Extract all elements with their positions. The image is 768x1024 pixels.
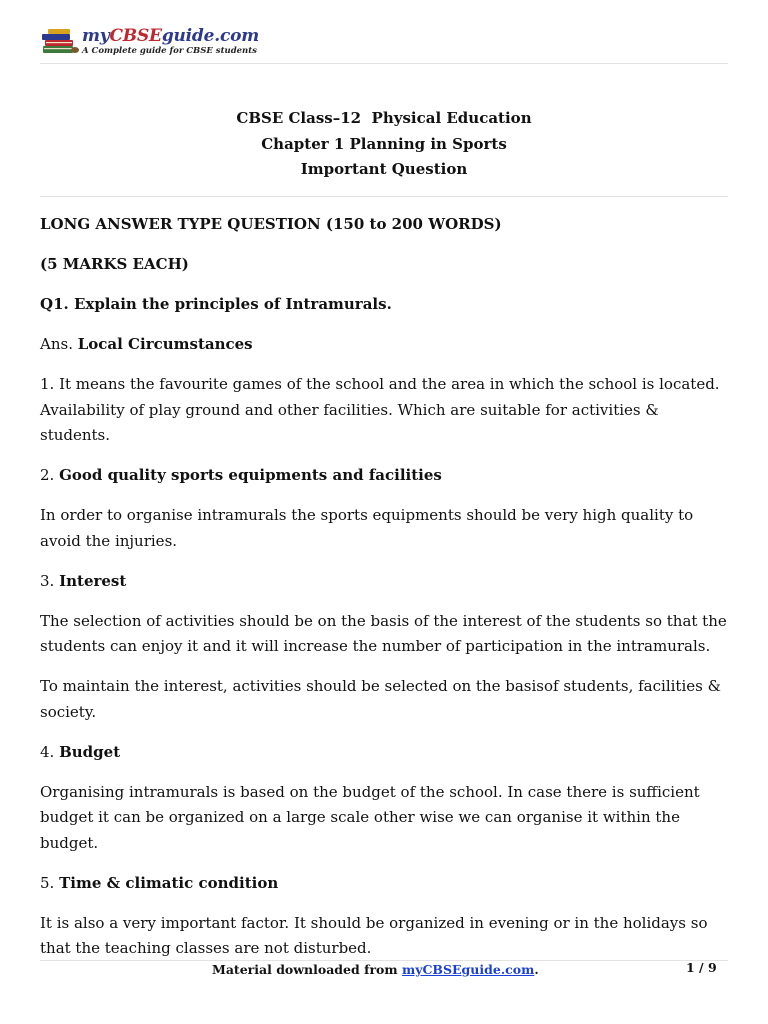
- paragraph-2: In order to organise intramurals the sports equipments should be very high quality to avoid the injuries.: [40, 506, 694, 550]
- footer-text: Material downloaded from: [212, 962, 402, 977]
- answer-heading: [40, 332, 730, 358]
- paragraph-4: Organising intramurals is based on the budget of the school. In case there is sufficient budget it can be organized on a large scale other wise we can organise it within the budget.: [40, 782, 700, 852]
- logo-suffix: guide.com: [161, 26, 260, 46]
- books-logo-icon: [40, 28, 80, 56]
- footer-credit: [212, 962, 539, 977]
- logo-prefix: my: [82, 26, 110, 46]
- point-3-title: Interest: [59, 571, 127, 590]
- section-heading: LONG ANSWER TYPE QUESTION (150 to 200 WORDS): [40, 215, 502, 233]
- paragraph-3b: To maintain the interest, activities should be selected on the basisof students, facilities & society.: [40, 677, 721, 721]
- answer-point-1-title: Local Circumstances: [77, 335, 253, 353]
- title-line-subtitle: Important Question: [300, 160, 468, 178]
- point-4-title: Budget: [59, 742, 121, 761]
- question-text: Q1. Explain the principles of Intramurals.: [40, 295, 392, 313]
- point-3-heading: [40, 569, 730, 595]
- paragraph-3: The selection of activities should be on the basis of the interest of the students so that the students can enjoy it and it will increase the number of participation in the intramurals.: [40, 611, 727, 655]
- point-5-number: 5.: [40, 873, 60, 892]
- logo-tagline: A Complete guide for CBSE students: [82, 46, 257, 56]
- point-5-title: Time & climatic condition: [59, 873, 279, 892]
- document-body: [40, 212, 730, 976]
- marks-label: (5 MARKS EACH): [40, 255, 189, 273]
- paragraph-1: 1. It means the favourite games of the school and the area in which the school is located. Availability of play ground and other facilities. Which are suitable for activities & students.: [40, 375, 720, 444]
- point-2-heading: [40, 463, 730, 489]
- document-title: [40, 106, 728, 183]
- point-3-number: 3.: [40, 571, 60, 590]
- site-logo[interactable]: [40, 24, 260, 60]
- title-divider: [40, 196, 728, 197]
- point-2-number: 2.: [40, 466, 60, 484]
- paragraph-5: It is also a very important factor. It should be organized in evening or in the holidays so that the teaching classes are not disturbed.: [40, 913, 708, 957]
- page-number: 1 / 9: [686, 960, 717, 975]
- footer-link[interactable]: myCBSEguide.com: [401, 962, 535, 977]
- title-line-chapter: Chapter 1 Planning in Sports: [261, 134, 507, 153]
- logo-wordmark: [82, 26, 259, 46]
- point-5-heading: [40, 871, 730, 897]
- point-4-number: 4.: [40, 742, 60, 761]
- answer-prefix: Ans.: [40, 335, 78, 353]
- footer-divider: [40, 960, 728, 961]
- logo-brand: CBSE: [109, 26, 162, 46]
- point-4-heading: [40, 740, 730, 766]
- header-divider: [40, 63, 728, 64]
- footer-suffix: .: [534, 962, 539, 977]
- title-line-class: CBSE Class–12 Physical Education: [236, 109, 532, 127]
- point-2-title: Good quality sports equipments and facilities: [59, 466, 442, 484]
